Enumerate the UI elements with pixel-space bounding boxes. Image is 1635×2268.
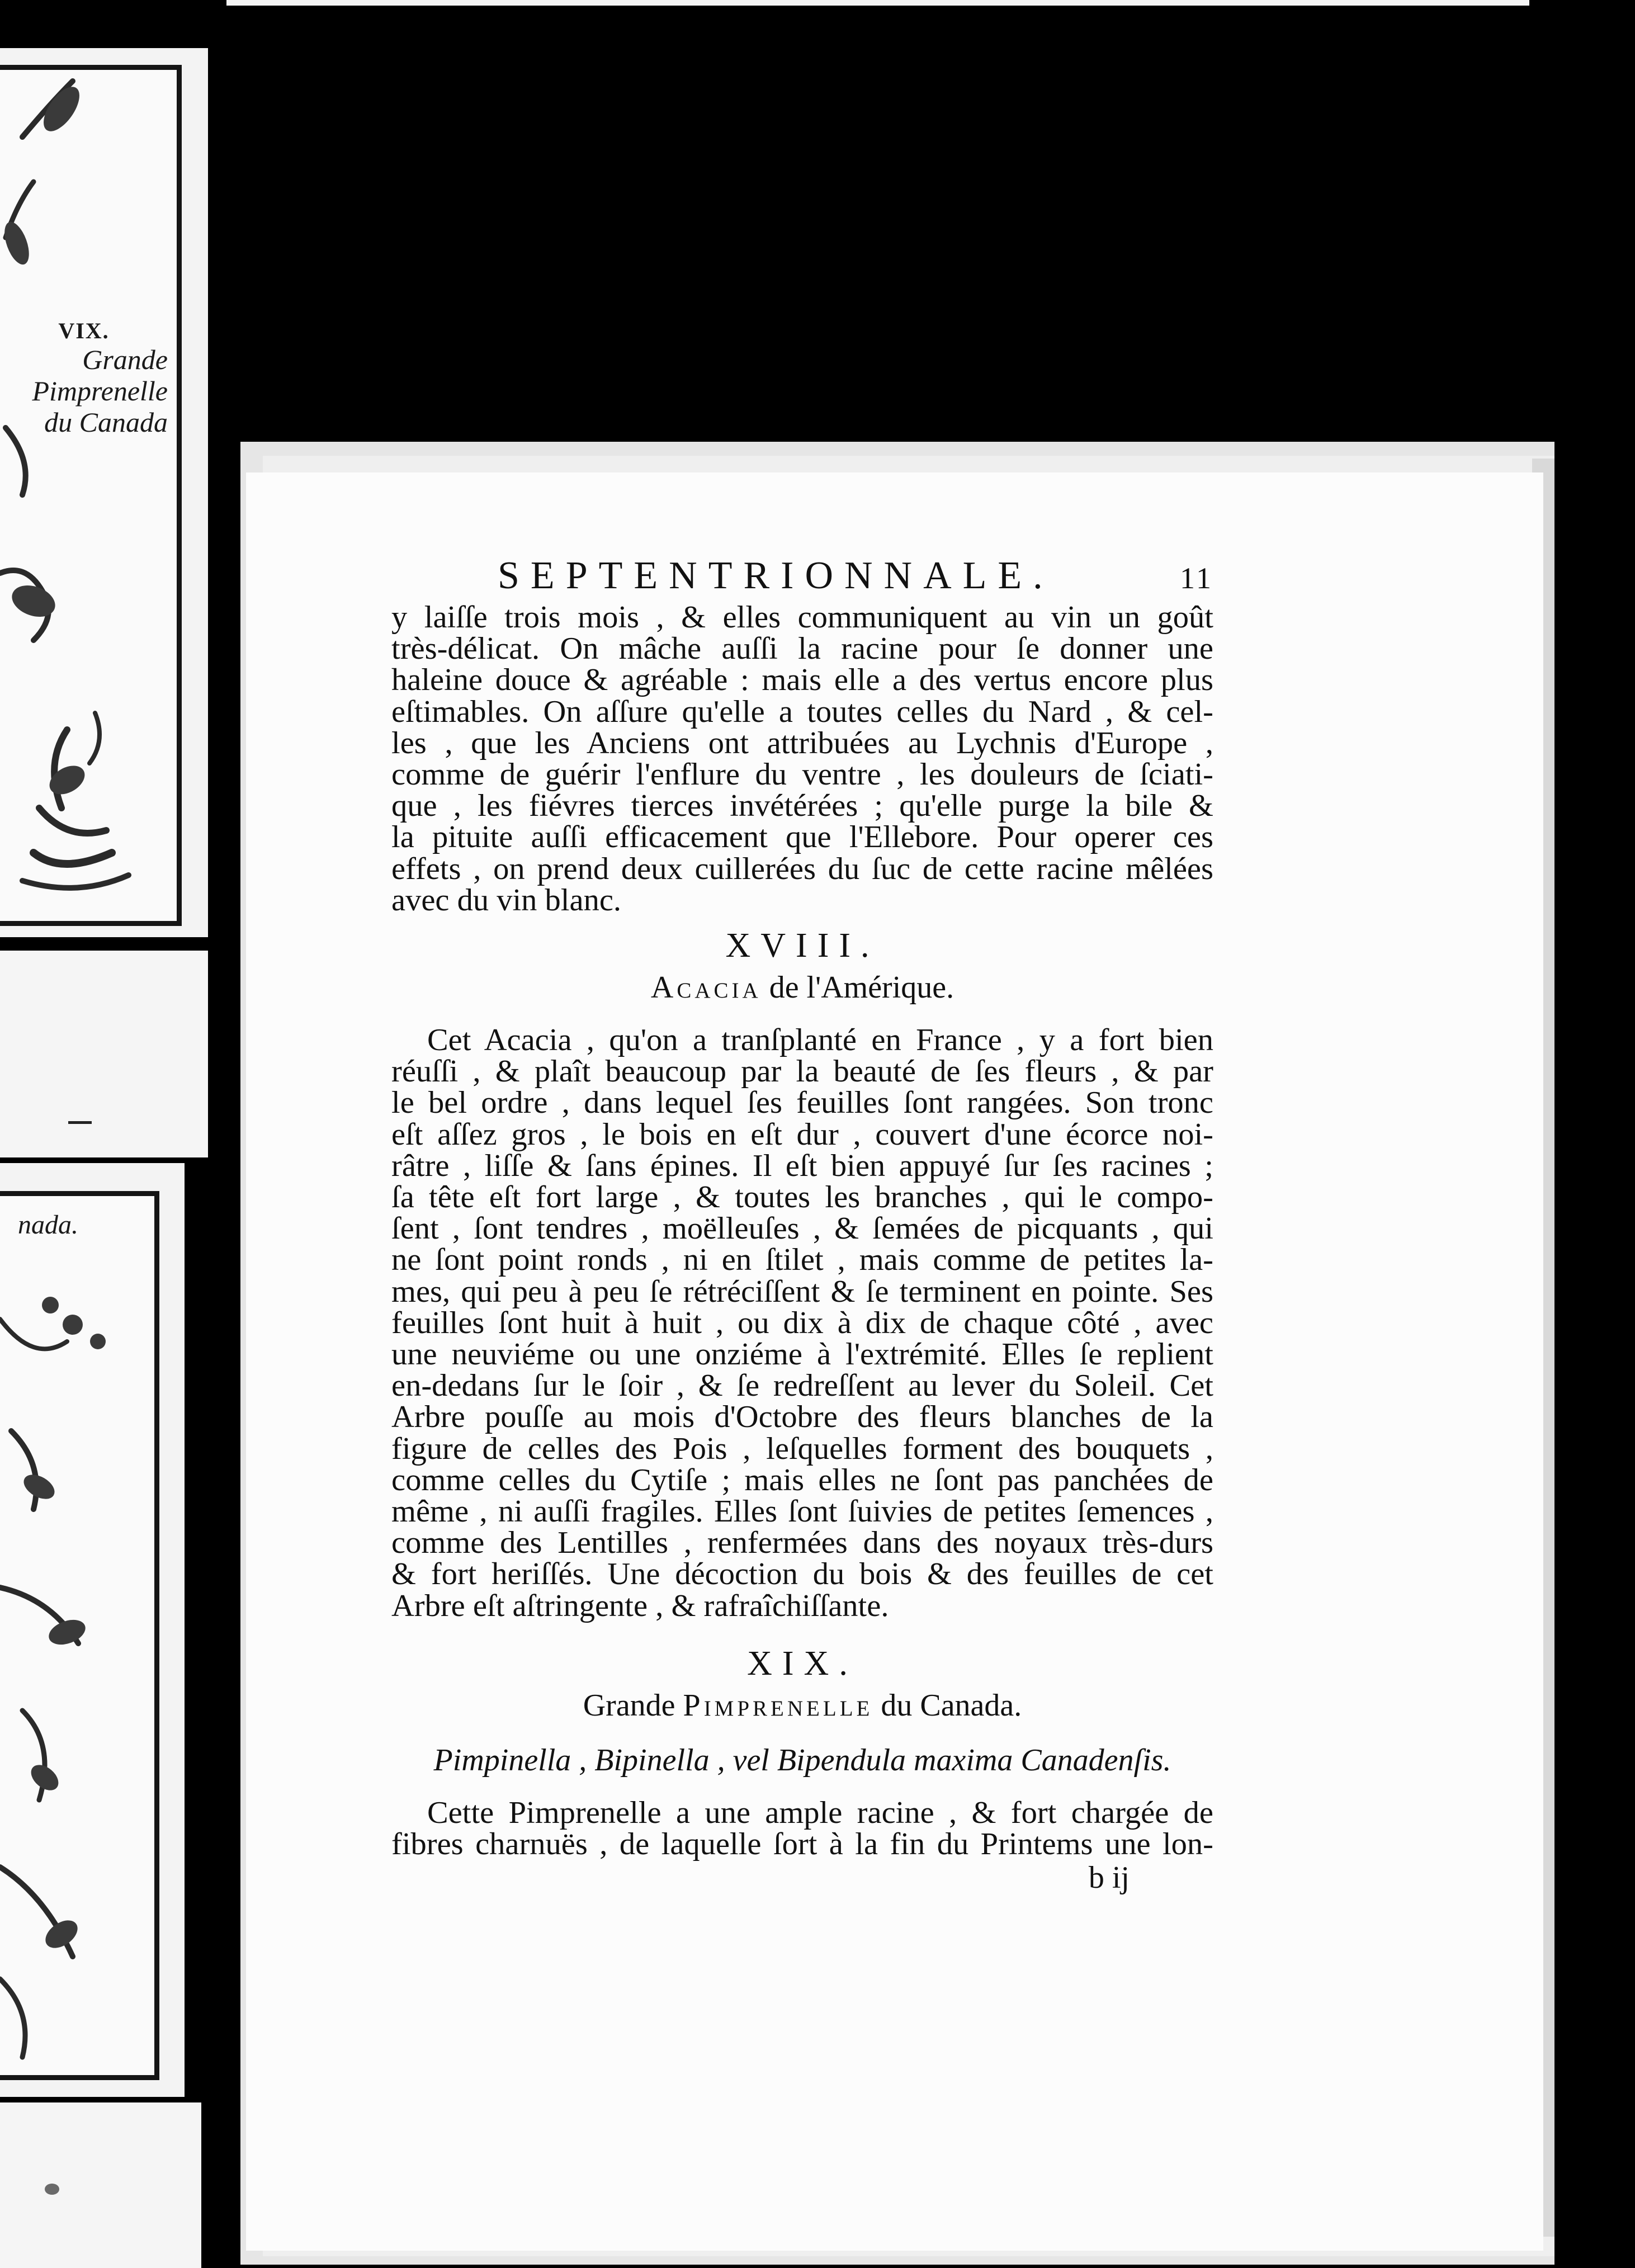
plant-illustration-bottom xyxy=(0,1252,154,2080)
scan-edge-top xyxy=(226,0,1529,6)
text-line: haleine douce & agréable : mais elle a des vertus encore plus xyxy=(391,663,1213,698)
text-line: fibres charnuës , de laquelle ſort à la fin du Printems une lon- xyxy=(391,1827,1213,1862)
text-line: figure de celles des Pois , leſquelles forment des bouquets , xyxy=(391,1431,1213,1466)
paragraph-continued xyxy=(391,602,1213,916)
text-line: très-délicat. On mâche auſſi la racine pour ſe donner une xyxy=(391,631,1213,667)
plate-caption-line-3: du Canada xyxy=(44,406,168,438)
text-line: ſa tête eſt fort large , & toutes les branches , qui le compo- xyxy=(391,1180,1213,1215)
text-line: les , que les Anciens ont attribuées au Lychnis d'Europe , xyxy=(391,725,1213,760)
section-number-18: XVIII. xyxy=(725,927,880,965)
text-line: mes, qui peu à peu ſe rétréciſſent & ſe terminent en pointe. Ses xyxy=(391,1274,1213,1309)
text-line: le bel ordre , dans lequel ſes feuilles ſont rangées. Son tronc xyxy=(391,1085,1213,1121)
section-number-19: XIX. xyxy=(747,1644,858,1683)
plate-card-bottom xyxy=(0,1163,185,2097)
text-line: effets , on prend deux cuillerées du ſuc de cette racine mêlées xyxy=(391,851,1213,886)
ink-smudge xyxy=(45,2184,59,2195)
plate-caption-top xyxy=(0,319,168,438)
page-number: 11 xyxy=(1180,561,1213,595)
running-head-title: SEPTENTRIONNALE. xyxy=(498,554,1054,597)
text-line: Cet Acacia , qu'on a tranſplanté en France , y a fort bien xyxy=(427,1023,1213,1058)
section-title-19-pre: Grande xyxy=(583,1688,683,1723)
section-title-19-caps: Pimprenelle xyxy=(683,1688,873,1723)
text-line: Arbre pouſſe au mois d'Octobre des fleurs blanches de la xyxy=(391,1400,1213,1435)
plate-caption-line-2: Pimprenelle xyxy=(32,375,168,407)
plate-frame-bottom xyxy=(0,1191,159,2080)
section-title-18-caps: Acacia xyxy=(650,970,762,1005)
section-title-18 xyxy=(391,970,1213,1014)
plate-frame-top xyxy=(0,65,182,926)
text-line: eſtimables. On aſſure qu'elle a toutes celles du Nard , & cel- xyxy=(391,694,1213,729)
plate-lower-strip xyxy=(0,2102,201,2268)
plate-caption-bottom: nada. xyxy=(18,1210,78,1240)
text-line: Cette Pimprenelle a une ample racine , & fort chargée de xyxy=(427,1795,1213,1830)
paragraph-pimprenelle xyxy=(391,1797,1213,1860)
plant-illustration-top xyxy=(0,70,177,920)
paragraph-acacia xyxy=(391,1024,1213,1622)
text-line: avec du vin blanc. xyxy=(391,882,622,918)
text-line: ne ſont point ronds , ni en ſtilet , mais comme de petites la- xyxy=(391,1242,1213,1278)
text-line: comme des Lentilles , renfermées dans des noyaux très-durs xyxy=(391,1525,1213,1561)
text-line: eſt aſſez gros , le bois en eſt dur , couvert d'une écorce noi- xyxy=(391,1117,1213,1152)
text-line: la pituite auſſi efficacement que l'Ellebore. Pour operer ces xyxy=(391,820,1213,855)
text-line: comme de guérir l'enflure du ventre , les douleurs de ſciati- xyxy=(391,757,1213,792)
signature-mark: b ij xyxy=(1088,1860,1130,1896)
section-title-19-post: du Canada. xyxy=(873,1688,1022,1723)
text-line: même , ni auſſi fragiles. Elles ſont ſuivies de petites ſemences , xyxy=(391,1494,1213,1529)
text-line: y laiſſe trois mois , & elles communiquent au vin un goût xyxy=(391,600,1213,635)
text-line: râtre , liſſe & ſans épines. Il eſt bien appuyé ſur ſes racines ; xyxy=(391,1148,1213,1183)
text-line: en-dedans ſur le ſoir , & ſe redreſſent au lever du Soleil. Cet xyxy=(391,1368,1213,1404)
dash-mark xyxy=(68,1121,92,1124)
text-line: que , les fiévres tierces invétérées ; qu'elle purge la bile & xyxy=(391,788,1213,824)
text-line: Arbre eſt aſtringente , & rafraîchiſſante. xyxy=(391,1588,889,1623)
section-title-18-rest: de l'Amérique. xyxy=(761,970,954,1005)
text-line: comme celles du Cytiſe ; mais elles ne ſont pas panchées de xyxy=(391,1462,1213,1497)
plate-card-top xyxy=(0,48,208,937)
text-line: réuſſi , & plaît beaucoup par la beauté de ſes fleurs , & par xyxy=(391,1054,1213,1089)
text-line: une neuviéme ou une onziéme à l'extrémité. Elles ſe replient xyxy=(391,1337,1213,1372)
text-line: & fort heriſſés. Une décoction du bois & des feuilles de cet xyxy=(391,1557,1213,1592)
plate-gap xyxy=(0,951,208,1157)
latin-name: Pimpinella , Bipinella , vel Bipendula maxima Canadenſis. xyxy=(433,1742,1171,1778)
plate-caption-line-1: Grande xyxy=(82,343,168,375)
plate-number: VIX. xyxy=(58,318,110,343)
text-line: feuilles ſont huit à huit , ou dix à dix de chaque côté , avec xyxy=(391,1305,1213,1340)
page-text-column xyxy=(391,554,1213,1896)
text-line: ſent , ſont tendres , moëlleuſes , & ſemées de picquants , qui xyxy=(391,1211,1213,1246)
running-head xyxy=(498,554,1213,602)
section-title-19 xyxy=(391,1688,1213,1732)
